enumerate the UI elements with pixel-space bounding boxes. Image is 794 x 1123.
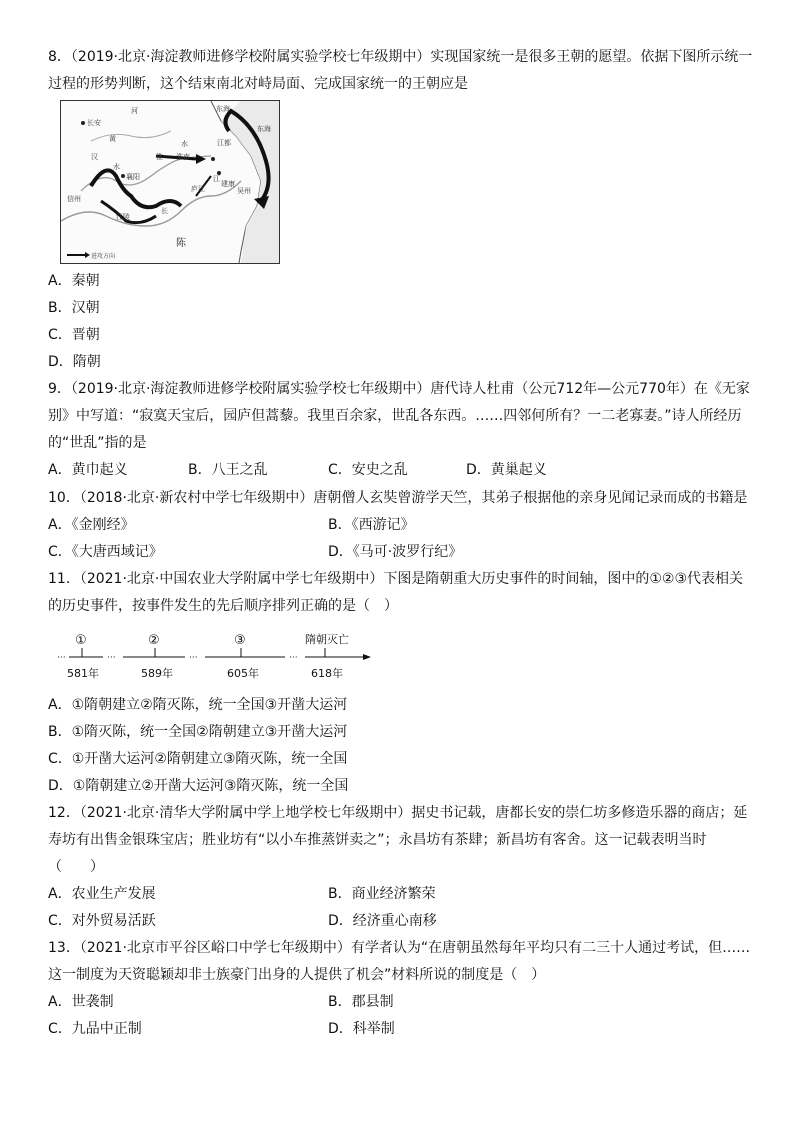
q13-option-b[interactable]: B．郡县制 [328, 994, 394, 1010]
label-shui-2: 水 [181, 140, 188, 148]
q12-stem-line2: 寿坊有出售金银珠宝店；胜业坊有“以小车推蒸饼卖之”；永昌坊有茶肆；新昌坊有客舍。这一记载表明当时 [48, 832, 707, 848]
label-jiankang: 建康 [221, 180, 235, 188]
timeline-year-1: 581年 [67, 667, 99, 680]
timeline-arrow-icon [363, 654, 371, 660]
q9-stem-line2: 别》中写道：“寂寞天宝后，园庐但蒿藜。我里百余家，世乱各东西。……四邻何所有？一二老寡妻。”诗人所经历 [48, 408, 742, 424]
q8-stem-line1: 8．（2019·北京·海淀教师进修学校附属实验学校七年级期中）实现国家统一是很多王朝的愿望。依据下图所示统一 [48, 49, 753, 65]
label-lujiang: 庐江 [191, 185, 205, 193]
q9-option-a[interactable]: A．黄巾起义 [48, 462, 128, 478]
label-shui-1: 水 [113, 163, 120, 171]
label-chen: 陈 [176, 238, 186, 249]
dots-2: ··· [189, 653, 198, 663]
timeline-mark-2: ② [148, 633, 160, 648]
q8-option-b[interactable]: B．汉朝 [48, 300, 100, 316]
q11-timeline [55, 630, 375, 685]
label-huang: 黄 [109, 135, 116, 143]
map-svg [61, 101, 279, 263]
label-donghai: 东海 [216, 105, 230, 113]
legend-arrow-head [85, 252, 90, 258]
q10-option-b[interactable]: B．《西游记》 [328, 517, 415, 533]
timeline-mark-4: 隋朝灭亡 [305, 633, 349, 646]
label-wuzhou: 吴州 [237, 187, 251, 195]
q13-option-c[interactable]: C．九品中正制 [48, 1021, 142, 1037]
q9-stem-line3: 的“世乱”指的是 [48, 435, 147, 451]
legend-label: 进攻方向 [91, 253, 116, 260]
timeline-year-4: 618年 [311, 667, 343, 680]
label-xiangyang: 襄阳 [126, 173, 140, 181]
q9-option-c[interactable]: C．安史之乱 [328, 462, 408, 478]
q8-option-c[interactable]: C．晋朝 [48, 327, 100, 343]
q13-stem-line1: 13．（2021·北京市平谷区峪口中学七年级期中）有学者认为“在唐朝虽然每年平均只有二三十人通过考试，但…… [48, 940, 751, 956]
q10-stem-line1: 10．（2018·北京·新农村中学七年级期中）唐朝僧人玄奘曾游学天竺，其弟子根据他的亲身见闻记录而成的书籍是 [48, 490, 748, 506]
label-han: 汉 [91, 153, 98, 161]
q9-option-d[interactable]: D．黄巢起义 [466, 462, 547, 478]
q10-option-a[interactable]: A．《金刚经》 [48, 517, 135, 533]
dots-0: ··· [57, 653, 66, 663]
q10-option-d[interactable]: D．《马可·波罗行纪》 [328, 544, 463, 560]
dots-3: ··· [289, 653, 298, 663]
q10-option-c[interactable]: C．《大唐西域记》 [48, 544, 163, 560]
q8-unification-map [60, 100, 280, 264]
q11-option-c[interactable]: C．①开凿大运河②隋朝建立③隋灭陈，统一全国 [48, 751, 348, 767]
timeline-mark-3: ③ [234, 633, 246, 648]
q13-option-a[interactable]: A．世袭制 [48, 994, 114, 1010]
river-yellow [91, 131, 171, 141]
q9-stem-line1: 9．（2019·北京·海淀教师进修学校附属实验学校七年级期中）唐代诗人杜甫（公元712年—公元770年）在《无家 [48, 381, 750, 397]
q11-option-b[interactable]: B．①隋灭陈，统一全国②隋朝建立③开凿大运河 [48, 724, 348, 740]
city-changan-dot [81, 121, 85, 125]
label-xinzhou: 信州 [67, 195, 81, 203]
label-huai: 淮 [156, 153, 163, 161]
city-xiangyang-dot [121, 174, 125, 178]
q8-option-a[interactable]: A．秦朝 [48, 273, 100, 289]
q13-option-d[interactable]: D．科举制 [328, 1021, 395, 1037]
q12-option-b[interactable]: B．商业经济繁荣 [328, 886, 436, 902]
label-donghai-sea: 东海 [257, 125, 271, 133]
timeline-year-3: 605年 [227, 667, 259, 680]
q12-option-a[interactable]: A．农业生产发展 [48, 886, 156, 902]
q12-option-d[interactable]: D．经济重心南移 [328, 913, 437, 929]
label-huainan: 淮南 [176, 153, 190, 161]
label-he: 河 [131, 107, 138, 115]
q8-option-d[interactable]: D．隋朝 [48, 354, 101, 370]
q11-stem-line2: 的历史事件，按事件发生的先后顺序排列正确的是（ ） [48, 598, 398, 614]
label-chang: 长 [161, 207, 168, 215]
q13-stem-line2: 这一制度为天资聪颖却非士族豪门出身的人提供了机会”材料所说的制度是（ ） [48, 967, 546, 983]
label-jiang: 江 [213, 175, 220, 183]
q11-option-a[interactable]: A．①隋朝建立②隋灭陈，统一全国③开凿大运河 [48, 697, 348, 713]
q11-stem-line1: 11．（2021·北京·中国农业大学附属中学七年级期中）下图是隋朝重大历史事件的时间轴，图中的①②③代表相关 [48, 571, 743, 587]
q11-option-d[interactable]: D．①隋朝建立②开凿大运河③隋灭陈，统一全国 [48, 778, 349, 794]
timeline-svg [55, 630, 375, 685]
q8-stem-line2: 过程的形势判断，这个结束南北对峙局面、完成国家统一的王朝应是 [48, 76, 468, 92]
q12-stem-line1: 12．（2021·北京·清华大学附属中学上地学校七年级期中）据史书记载，唐都长安的崇仁坊多修造乐器的商店；延 [48, 805, 748, 821]
timeline-year-2: 589年 [141, 667, 173, 680]
q12-stem-line3: （ ） [48, 859, 104, 875]
arrow-head-1 [196, 154, 206, 164]
q12-option-c[interactable]: C．对外贸易活跃 [48, 913, 156, 929]
label-jiangdu: 江都 [217, 139, 231, 147]
label-jiangling: 江陵 [116, 213, 130, 221]
label-changan: 长安 [87, 119, 101, 127]
q9-option-b[interactable]: B．八王之乱 [188, 462, 268, 478]
timeline-mark-1: ① [75, 633, 87, 648]
dots-1: ··· [107, 653, 116, 663]
city-jiangdu-dot [211, 157, 215, 161]
